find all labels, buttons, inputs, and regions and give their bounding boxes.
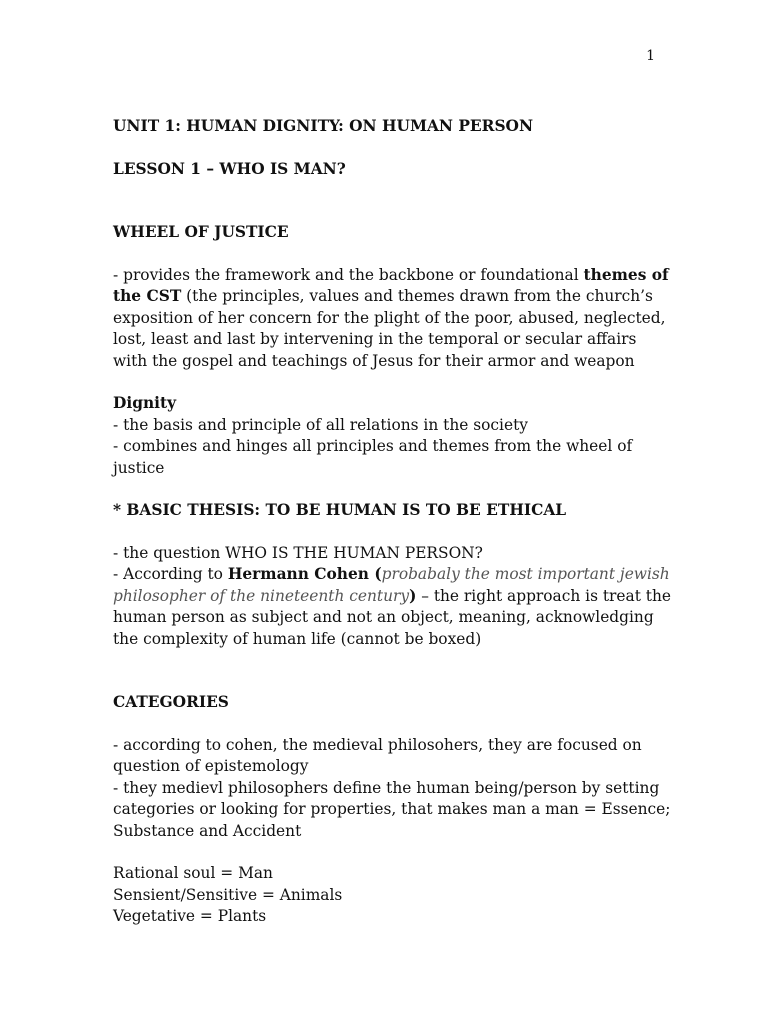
dignity-heading: Dignity xyxy=(113,394,177,412)
lesson-title: LESSON 1 – WHO IS MAN? xyxy=(113,159,346,178)
cohen-para-bold-close: ) xyxy=(409,586,417,605)
soul-line: Sensient/Sensitive = Animals xyxy=(113,885,343,904)
document-body xyxy=(113,116,673,928)
wheel-para-bold: themes of the CST xyxy=(113,265,669,305)
categories-line: - they medievl philosophers define the human being/person by setting categories or looking for properties, that makes man a man = Essence; Substance and Accident xyxy=(113,778,671,840)
wheel-para-pre: - provides the framework and the backbone or foundational xyxy=(113,265,584,284)
question-line: - the question WHO IS THE HUMAN PERSON? xyxy=(113,543,483,562)
dignity-line: - combines and hinges all principles and themes from the wheel of justice xyxy=(113,437,633,477)
basic-thesis: * BASIC THESIS: TO BE HUMAN IS TO BE ETHICAL xyxy=(113,501,567,519)
cohen-para-italic: probabaly the most important jewish philosopher of the nineteenth century xyxy=(113,565,670,605)
cohen-para-bold: Hermann Cohen ( xyxy=(227,565,382,583)
page-number: 1 xyxy=(646,48,655,64)
categories-heading: CATEGORIES xyxy=(113,693,229,711)
cohen-paragraph xyxy=(113,564,673,650)
unit-title: UNIT 1: HUMAN DIGNITY: ON HUMAN PERSON xyxy=(113,117,534,135)
soul-line: Vegetative = Plants xyxy=(113,907,267,925)
cohen-para-post: – the right approach is treat the human person as subject and not an object, meaning, acknowledging the complexity of human life (cannot be boxed) xyxy=(113,586,671,648)
wheel-paragraph xyxy=(113,265,673,373)
wheel-heading: WHEEL OF JUSTICE xyxy=(113,223,289,241)
soul-line: Rational soul = Man xyxy=(113,864,273,882)
cohen-para-pre: - According to xyxy=(113,565,228,583)
categories-line: - according to cohen, the medieval philosohers, they are focused on question of epistemology xyxy=(113,735,642,775)
dignity-line: - the basis and principle of all relations in the society xyxy=(113,415,528,434)
wheel-para-post: (the principles, values and themes drawn from the church’s exposition of her concern for the plight of the poor, abused, neglected, lost, least and last by intervening in the temporal or secular affairs with the gospel and teachings of Jesus for their armor and weapon xyxy=(113,287,666,370)
